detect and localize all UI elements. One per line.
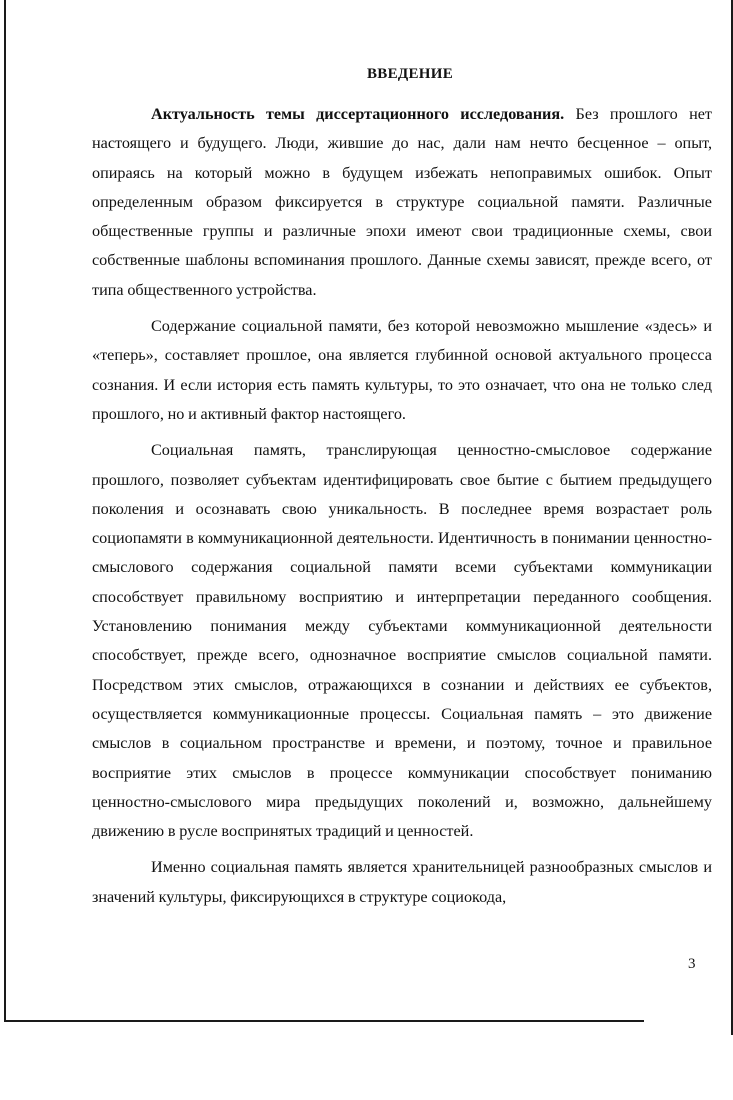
page-left-border [4, 0, 6, 1022]
paragraph-1-text: Без прошлого нет настоящего и будущего. Люди, жившие до нас, дали нам нечто бесценное – опыт, опираясь на который можно в будущем избежать непоправимых ошибок. Опыт определенным образом фиксируется в структуре социальной памяти. Различные общественные группы и различные эпохи имеют свои традиционные схемы, свои собственные шаблоны вспоминания прошлого. Данные схемы зависят, прежде всего, от типа общественного устройства. [92, 105, 712, 299]
page-number: 3 [688, 956, 696, 972]
page-title: ВВЕДЕНИЕ [366, 66, 454, 82]
paragraph-4: Именно социальная память является хранительницей разнообразных смыслов и значений культуры, фиксирующихся в структуре социокода, [92, 858, 712, 906]
paragraph-3: Социальная память, транслирующая ценностно-смысловое содержание прошлого, позволяет субъектам идентифицировать свое бытие с бытием предыдущего поколения и осознавать свою уникальность. В последнее время возрастает роль социопамяти в коммуникационной деятельности. Идентичность в понимании ценностно-смыслового содержания социальной памяти всеми субъектами коммуникации способствует правильному восприятию и интерпретации переданного сообщения. Установлению понимания между субъектами коммуникационной деятельности способствует, прежде всего, однозначное восприятие смыслов социальной памяти. Посредством этих смыслов, отражающихся в сознании и действиях ее субъектов, осуществляется коммуникационные процессы. Социальная память – это движение смыслов в социальном пространстве и времени, и поэтому, точное и правильное восприятие этих смыслов в процессе коммуникации способствует пониманию ценностно-смыслового мира предыдущих поколений и, возможно, дальнейшему движению в русле воспринятых традиций и ценностей. [92, 441, 712, 841]
paragraph-2: Содержание социальной памяти, без которой невозможно мышление «здесь» и «теперь», составляет прошлое, она является глубинной основой актуального процесса сознания. И если история есть память культуры, то это означает, что она не только след прошлого, но и активный фактор настоящего. [92, 317, 712, 423]
paragraph-1-lead: Актуальность темы диссертационного исследования. [151, 105, 565, 123]
page-bottom-border [4, 1020, 644, 1022]
paragraph-1 [92, 100, 712, 305]
body-text [92, 100, 712, 912]
